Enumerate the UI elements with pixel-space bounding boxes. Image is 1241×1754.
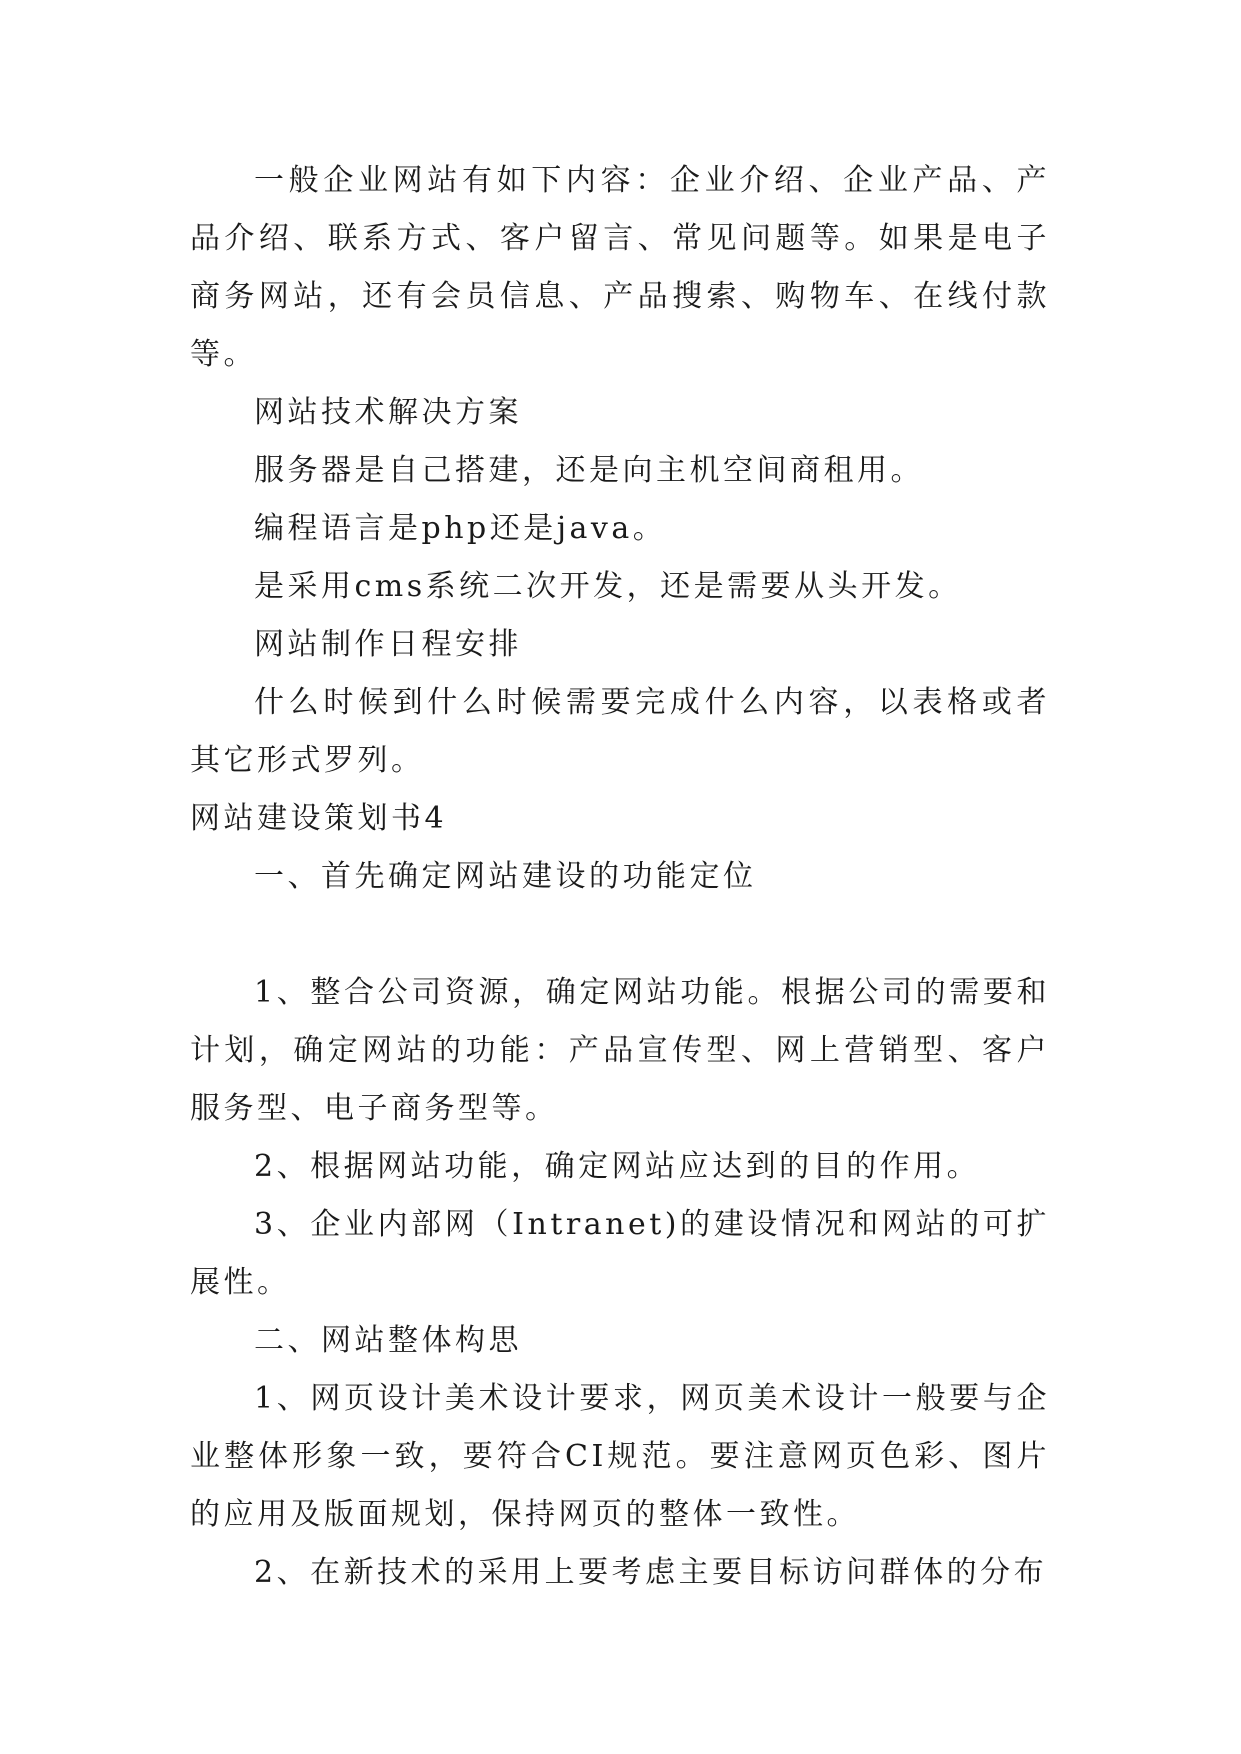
heading-function-positioning: 一、首先确定网站建设的功能定位 bbox=[254, 859, 757, 894]
paragraph-item-1: 1、整合公司资源，确定网站功能。根据公司的需要和计划，确定网站的功能：产品宣传型、网上营销型、客户服务型、电子商务型等。 bbox=[190, 975, 1050, 1126]
document-body bbox=[190, 152, 1050, 1602]
paragraph-server: 服务器是自己搭建，还是向主机空间商租用。 bbox=[254, 453, 924, 488]
heading-schedule: 网站制作日程安排 bbox=[254, 627, 522, 662]
paragraph-design-2: 2、在新技术的采用上要考虑主要目标访问群体的分布 bbox=[254, 1555, 1048, 1590]
paragraph-item-2: 2、根据网站功能，确定网站应达到的目的作用。 bbox=[254, 1149, 981, 1184]
paragraph-site-content: 一般企业网站有如下内容：企业介绍、企业产品、产品介绍、联系方式、客户留言、常见问题等。如果是电子商务网站，还有会员信息、产品搜索、购物车、在线付款等。 bbox=[190, 163, 1050, 372]
section-title: 网站建设策划书4 bbox=[190, 801, 448, 836]
paragraph-design-1: 1、网页设计美术设计要求，网页美术设计一般要与企业整体形象一致，要符合CI规范。要注意网页色彩、图片的应用及版面规划，保持网页的整体一致性。 bbox=[190, 1381, 1050, 1532]
paragraph-schedule: 什么时候到什么时候需要完成什么内容，以表格或者其它形式罗列。 bbox=[190, 685, 1050, 778]
paragraph-cms: 是采用cms系统二次开发，还是需要从头开发。 bbox=[254, 569, 962, 604]
heading-tech-solution: 网站技术解决方案 bbox=[254, 395, 522, 430]
heading-overall-concept: 二、网站整体构思 bbox=[254, 1323, 522, 1358]
paragraph-language: 编程语言是php还是java。 bbox=[254, 511, 667, 546]
paragraph-item-3: 3、企业内部网（Intranet)的建设情况和网站的可扩展性。 bbox=[190, 1207, 1050, 1300]
blank-gap bbox=[190, 906, 1050, 964]
